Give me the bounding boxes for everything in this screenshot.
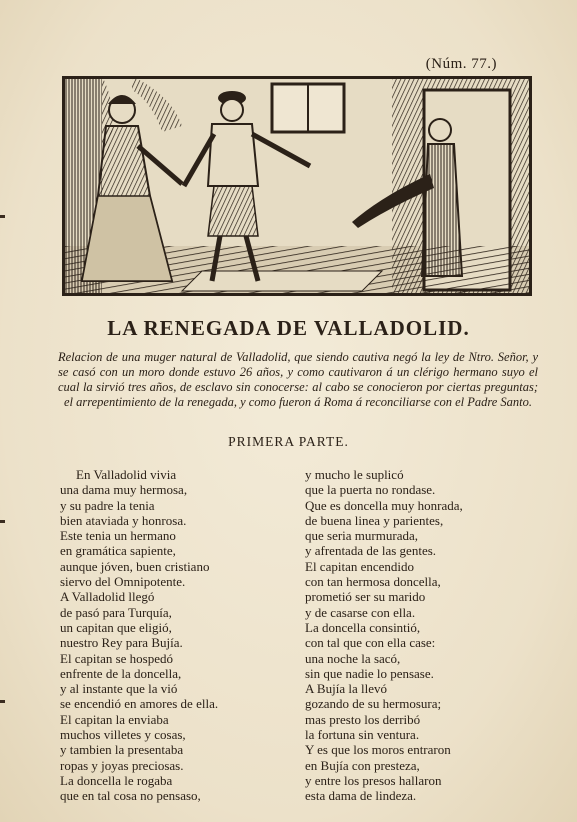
verse-line: que en tal cosa no pensaso,	[60, 788, 201, 804]
verse-line: nuestro Rey para Bujía.	[60, 635, 183, 651]
verse-line: sin que nadie lo pensase.	[305, 665, 434, 681]
verse-line: la fortuna sin ventura.	[305, 727, 420, 743]
verse-line: se encendió en amores de ella.	[60, 696, 219, 712]
verse-line: de pasó para Turquía,	[60, 604, 172, 620]
verse-line: mas presto los derribó	[305, 711, 421, 727]
summary-paragraph: Relacion de una muger natural de Valladolid, que siendo cautiva negó la ley de Ntro. Señor, y se casó con un moro donde estuvo 26 años, y como cautivaron á un clérigo hermano suyo el cual la sirvió tres años, de esclavo sin conocerse: al cabo se conocieron por ciertas preguntas; el arrepentimiento de la renegada, y como fueron á Roma á reconciliarse con el Padre Santo.	[58, 350, 538, 409]
verse-line: Que es doncella muy honrada,	[305, 497, 463, 513]
verse-line: y al instante que la vió	[60, 681, 178, 697]
verse-line: y tambien la presentaba	[60, 742, 184, 758]
verse-line: muchos villetes y cosas,	[60, 727, 186, 743]
verse-line: y entre los presos hallaron	[305, 772, 442, 788]
verse-line: en gramática sapiente,	[60, 543, 176, 559]
binding-mark	[0, 215, 5, 218]
verse-line: La doncella consintió,	[305, 619, 421, 635]
verse-line: El capitan se hospedó	[60, 650, 173, 666]
verse-line: que la puerta no rondase.	[305, 482, 436, 498]
verse-line: y de casarse con ella.	[305, 604, 416, 620]
verse-line: con tan hermosa doncella,	[305, 574, 441, 590]
verse-line: El capitan la enviaba	[60, 711, 169, 727]
verse-column-left	[60, 467, 290, 804]
verse-line: y afrentada de las gentes.	[305, 543, 437, 559]
document-title: LA RENEGADA DE VALLADOLID.	[107, 316, 470, 340]
verse-line: con tal que con ella case:	[305, 635, 436, 651]
verse-line: gozando de su hermosura;	[305, 696, 442, 712]
verse-line: de buena linea y parientes,	[305, 512, 444, 528]
verse-line: esta dama de lindeza.	[305, 788, 417, 804]
verse-line: La doncella le rogaba	[60, 772, 173, 788]
binding-mark	[0, 700, 5, 703]
woodcut-illustration	[62, 76, 532, 296]
verse-line: En Valladolid vivia	[76, 467, 177, 482]
verse-line: Este tenia un hermano	[60, 528, 176, 544]
verse-line: una noche la sacó,	[305, 650, 401, 666]
verse-line: A Bujía la llevó	[305, 681, 387, 697]
verse-line: una dama muy hermosa,	[60, 482, 188, 498]
verse-line: y mucho le suplicó	[305, 467, 404, 482]
verse-line: aunque jóven, buen cristiano	[60, 558, 210, 574]
binding-mark	[0, 520, 5, 523]
page-number: (Núm. 77.)	[425, 56, 497, 72]
verse-line: en Bujía con presteza,	[305, 757, 420, 773]
verse-column-right	[305, 467, 540, 804]
verse-line: un capitan que eligió,	[60, 619, 172, 635]
verse-line: prometió ser su marido	[305, 589, 426, 605]
verse-line: bien ataviada y honrosa.	[60, 512, 187, 528]
verse-line: Y es que los moros entraron	[305, 742, 451, 758]
verse-line: que seria murmurada,	[305, 528, 418, 544]
part-heading: PRIMERA PARTE.	[228, 434, 349, 449]
verse-line: El capitan encendido	[305, 558, 415, 574]
verse-line: A Valladolid llegó	[60, 589, 155, 605]
verse-line: y su padre la tenia	[60, 497, 155, 513]
verse-line: enfrente de la doncella,	[60, 665, 182, 681]
verse-line: ropas y joyas preciosas.	[60, 757, 184, 773]
verse-line: siervo del Omnipotente.	[60, 574, 186, 590]
